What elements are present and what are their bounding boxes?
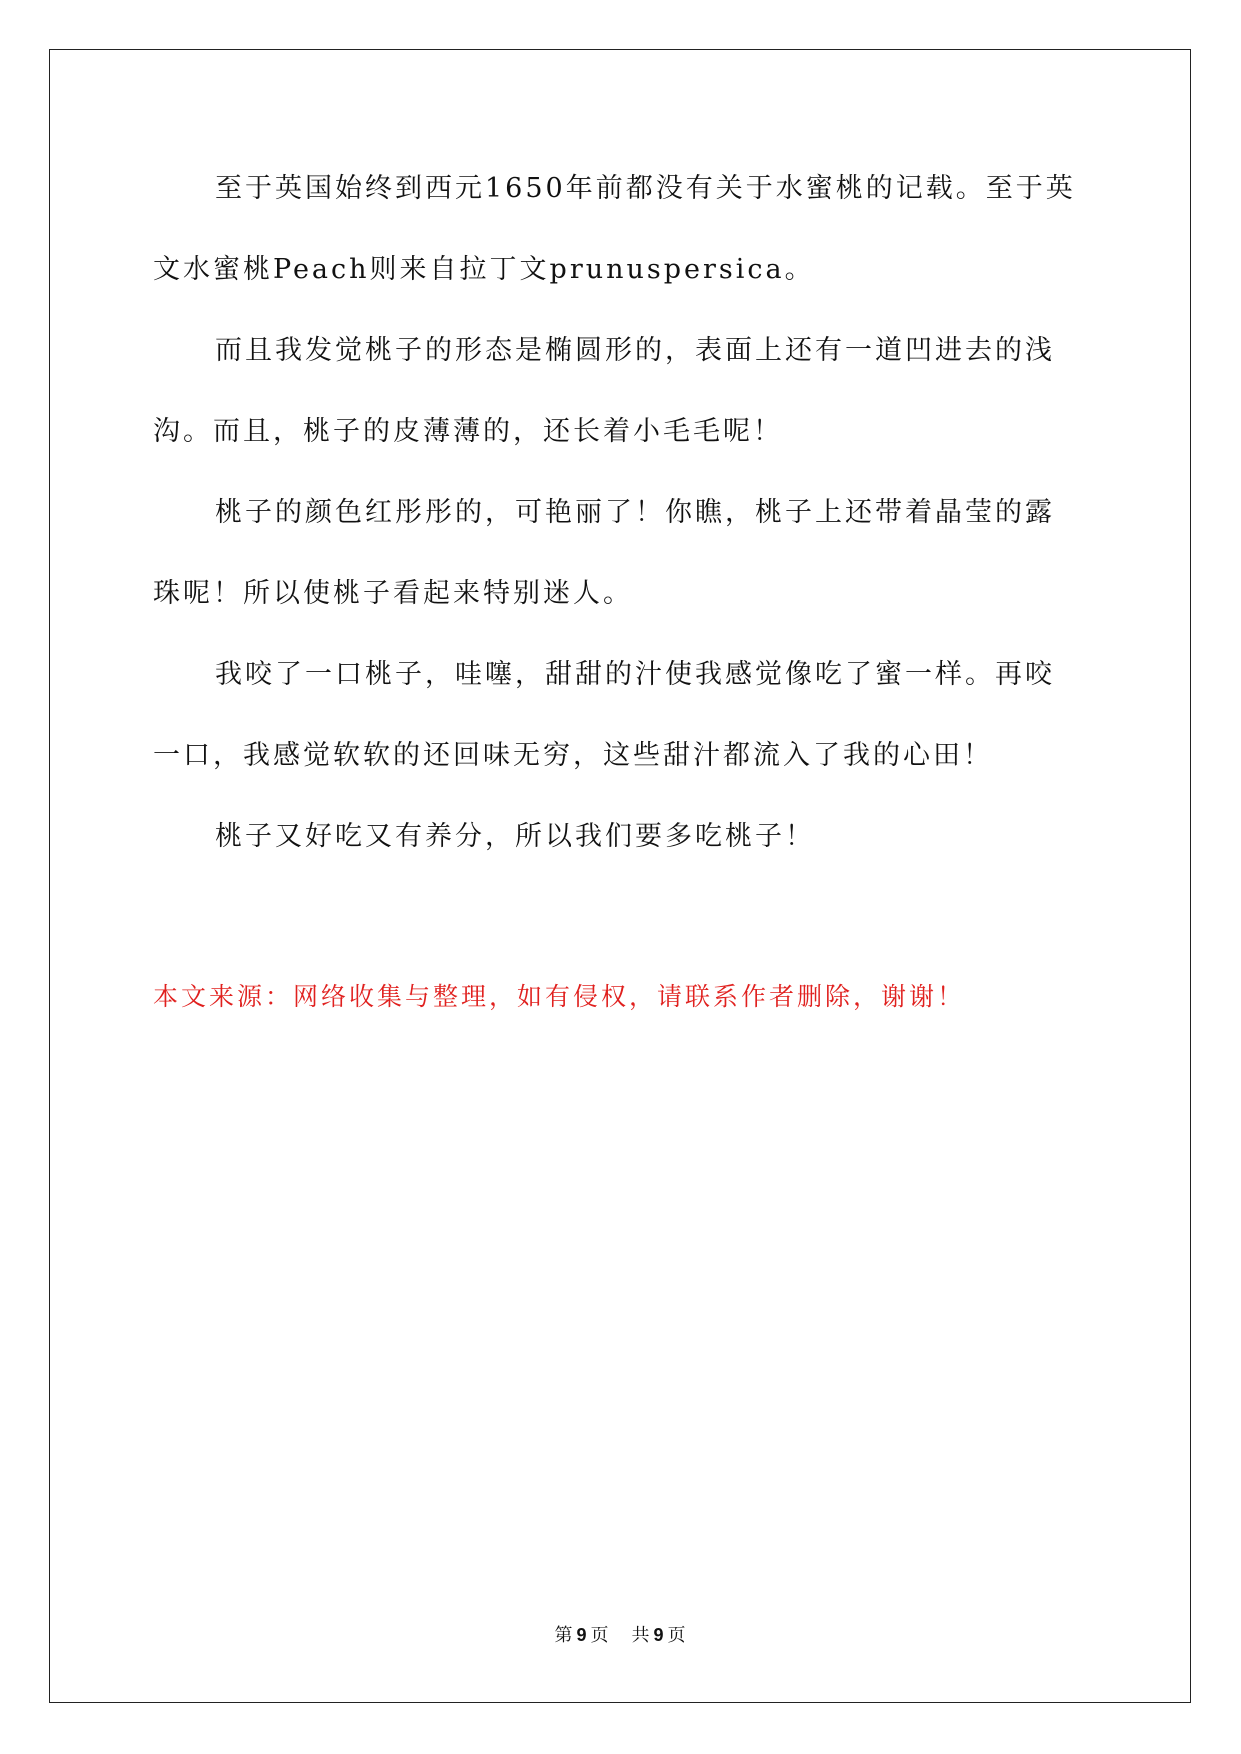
- paragraph-line: 我咬了一口桃子，哇噻，甜甜的汁使我感觉像吃了蜜一样。再咬: [215, 659, 1055, 690]
- page-suffix: 页: [590, 1625, 610, 1645]
- total-pages: 9: [653, 1625, 665, 1645]
- paragraph-line: 文水蜜桃Peach则来自拉丁文prunuspersica。: [153, 254, 815, 285]
- total-prefix: 共: [631, 1625, 651, 1645]
- paragraph: [153, 168, 1093, 330]
- paragraph-line: 桃子的颜色红彤彤的，可艳丽了！你瞧，桃子上还带着晶莹的露: [215, 497, 1055, 528]
- paragraph: [153, 816, 1093, 897]
- paragraph-line: 沟。而且，桃子的皮薄薄的，还长着小毛毛呢！: [153, 416, 783, 447]
- page-number: 9: [576, 1625, 588, 1645]
- paragraph-line: 桃子又好吃又有养分，所以我们要多吃桃子！: [215, 821, 815, 852]
- source-note: 本文来源：网络收集与整理，如有侵权，请联系作者删除，谢谢！: [153, 982, 966, 1011]
- paragraph: [153, 330, 1093, 492]
- document-body: [153, 168, 1093, 897]
- paragraph-line: 而且我发觉桃子的形态是椭圆形的，表面上还有一道凹进去的浅: [215, 335, 1055, 366]
- total-suffix: 页: [667, 1625, 687, 1645]
- paragraph-line: 至于英国始终到西元1650年前都没有关于水蜜桃的记载。至于英: [215, 173, 1076, 204]
- page-footer: [0, 1621, 1241, 1647]
- page-prefix: 第: [554, 1625, 574, 1645]
- paragraph: [153, 492, 1093, 654]
- paragraph-line: 珠呢！所以使桃子看起来特别迷人。: [153, 578, 633, 609]
- paragraph: [153, 654, 1093, 816]
- paragraph-line: 一口，我感觉软软的还回味无穷，这些甜汁都流入了我的心田！: [153, 740, 993, 771]
